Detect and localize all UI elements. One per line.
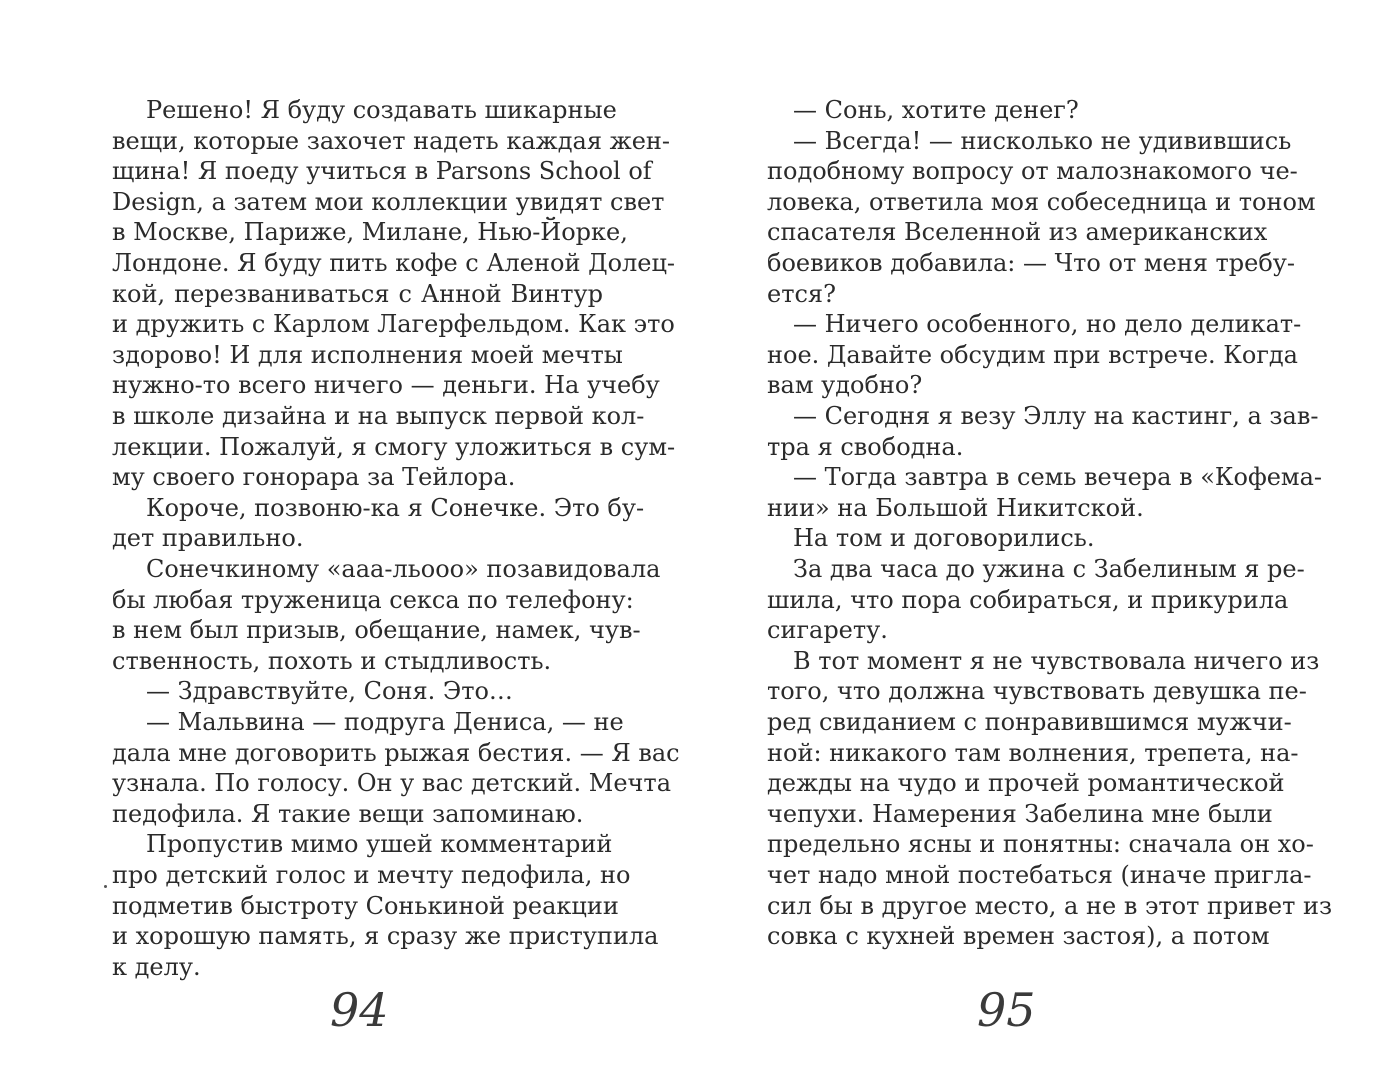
text-line: вам удобно? (767, 371, 923, 399)
text-line: В тот момент я не чувствовала ничего из (793, 647, 1320, 675)
text-line: бы любая труженица секса по телефону: (112, 586, 634, 614)
text-line: Короче, позвоню-ка я Сонечке. Это бу- (146, 494, 645, 522)
text-line: — Мальвина — подруга Дениса, — не (146, 708, 624, 736)
text-line: подобному вопросу от малознакомого че- (767, 157, 1298, 185)
text-line: дежды на чудо и прочей романтической (767, 769, 1285, 797)
text-line: Решено! Я буду создавать шикарные (146, 96, 617, 124)
text-line: ственность, похоть и стыдливость. (112, 647, 552, 675)
text-line: в Москве, Париже, Милане, Нью-Йорке, (112, 218, 628, 246)
text-line: боевиков добавила: — Что от меня требу- (767, 249, 1296, 277)
text-line: — Сегодня я везу Эллу на кастинг, а зав- (793, 402, 1319, 430)
text-line: дет правильно. (112, 524, 304, 552)
text-line: ред свиданием с понравившимся мужчи- (767, 708, 1292, 736)
text-line: и дружить с Карлом Лагерфельдом. Как это (112, 310, 675, 338)
text-line: ется? (767, 280, 836, 308)
text-line: к делу. (112, 953, 201, 981)
text-line: предельно ясны и понятны: сначала он хо- (767, 830, 1314, 858)
text-line: в школе дизайна и на выпуск первой кол- (112, 402, 645, 430)
text-line: Design, а затем мои коллекции увидят свет (112, 188, 665, 216)
text-line: нии» на Большой Никитской. (767, 494, 1144, 522)
print-speck (104, 885, 107, 888)
text-line: ловека, ответила моя собеседница и тоном (767, 188, 1316, 216)
text-line: сигарету. (767, 616, 888, 644)
text-line: Пропустив мимо ушей комментарий (146, 830, 613, 858)
text-line: — Сонь, хотите денег? (793, 96, 1079, 124)
text-line: кой, перезваниваться с Анной Винтур (112, 280, 603, 308)
text-line: здорово! И для исполнения моей мечты (112, 341, 623, 369)
text-line: нужно-то всего ничего — деньги. На учебу (112, 371, 660, 399)
text-line: лекции. Пожалуй, я смогу уложиться в сум- (112, 433, 676, 461)
text-line: — Тогда завтра в семь вечера в «Кофема- (793, 463, 1323, 491)
text-line: подметив быстроту Сонькиной реакции (112, 892, 619, 920)
text-line: ное. Давайте обсудим при встрече. Когда (767, 341, 1298, 369)
text-line: тра я свободна. (767, 433, 964, 461)
text-line: спасателя Вселенной из американских (767, 218, 1268, 246)
text-line: чепухи. Намерения Забелина мне были (767, 800, 1273, 828)
text-line: сил бы в другое место, а не в этот привет из (767, 892, 1333, 920)
text-line: му своего гонорара за Тейлора. (112, 463, 516, 491)
text-line: вещи, которые захочет надеть каждая жен- (112, 127, 670, 155)
text-line: педофила. Я такие вещи запоминаю. (112, 800, 584, 828)
left-page (0, 0, 690, 1080)
text-line: На том и договорились. (793, 524, 1095, 552)
text-line: и хорошую память, я сразу же приступила (112, 922, 659, 950)
text-line: того, что должна чувствовать девушка пе- (767, 677, 1307, 705)
text-line: — Здравствуйте, Соня. Это… (146, 677, 513, 705)
text-line: совка с кухней времен застоя), а потом (767, 922, 1270, 950)
text-line: ной: никакого там волнения, трепета, на- (767, 739, 1299, 767)
right-page (690, 0, 1381, 1080)
text-line: шила, что пора собираться, и прикурила (767, 586, 1289, 614)
text-line: чет надо мной постебаться (иначе пригла- (767, 861, 1312, 889)
text-line: дала мне договорить рыжая бестия. — Я вас (112, 739, 680, 767)
text-line: в нем был призыв, обещание, намек, чув- (112, 616, 641, 644)
text-line: про детский голос и мечту педофила, но (112, 861, 631, 889)
text-line: щина! Я поеду учиться в Parsons School of (112, 157, 652, 185)
left-page-number: 94 (330, 983, 389, 1037)
text-line: Лондоне. Я буду пить кофе с Аленой Долец- (112, 249, 676, 277)
text-line: узнала. По голосу. Он у вас детский. Мечта (112, 769, 671, 797)
text-line: — Ничего особенного, но дело деликат- (793, 310, 1302, 338)
right-page-number: 95 (977, 983, 1036, 1037)
text-line: За два часа до ужина с Забелиным я ре- (793, 555, 1305, 583)
text-line: — Всегда! — нисколько не удивившись (793, 127, 1292, 155)
text-line: Сонечкиному «ааа-льооо» позавидовала (146, 555, 661, 583)
